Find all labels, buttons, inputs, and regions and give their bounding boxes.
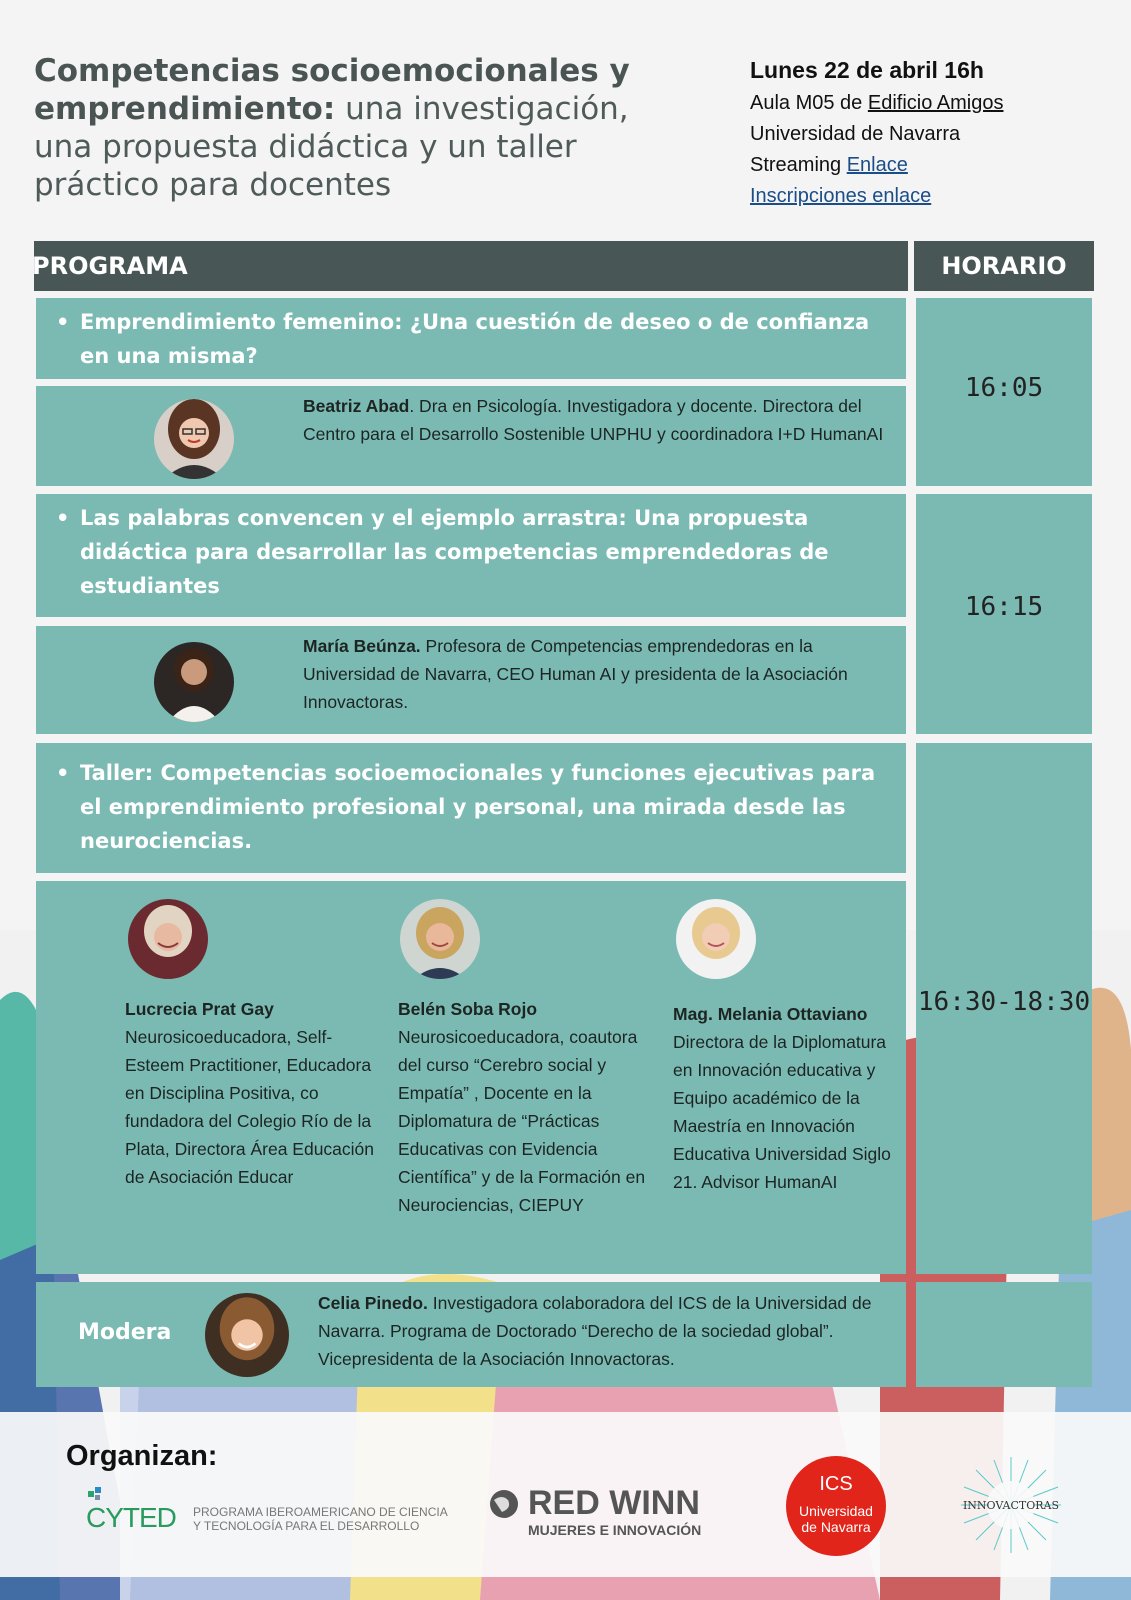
title-bold: Competencias socioemocionales y emprendimiento: bbox=[34, 53, 630, 127]
moderator-bio bbox=[318, 1289, 898, 1373]
cyted-name: CYTED bbox=[86, 1502, 176, 1533]
moderator-label: Modera bbox=[78, 1320, 172, 1345]
session-2-bio bbox=[303, 632, 893, 716]
workshop-speaker-1 bbox=[125, 995, 380, 1191]
moderator-row bbox=[36, 1282, 906, 1387]
avatar bbox=[154, 399, 234, 479]
session-1-bio bbox=[303, 392, 893, 448]
organizers-title: Organizan: bbox=[66, 1440, 218, 1472]
avatar bbox=[205, 1293, 289, 1377]
redwinn-name: RED WINN bbox=[528, 1484, 700, 1522]
innovactoras-name: INNOVACTORAS bbox=[962, 1499, 1060, 1512]
workshop-speaker-3 bbox=[673, 1000, 903, 1196]
programa-header-label: PROGRAMA bbox=[32, 252, 188, 280]
page-title bbox=[34, 52, 674, 204]
speaker-bio: Investigadora colaboradora del ICS de la Universidad de Navarra. Programa de Doctorado “Derecho de la sociedad global”. Vicepresidenta de la Asociación Innovactoras. bbox=[318, 1293, 872, 1369]
bullet-icon: • bbox=[56, 761, 70, 785]
session-2-time-cell bbox=[916, 494, 1092, 734]
session-2-time: 16:15 bbox=[964, 592, 1044, 622]
cyted-subtitle bbox=[193, 1505, 448, 1533]
speaker-bio: Neurosicoeducadora, coautora del curso “Cerebro social y Empatía” , Docente en la Diplomatura de “Prácticas Educativas con Evidencia Científica” y de la Formación en Neurociencias, CIEPUY bbox=[398, 1027, 646, 1215]
room-prefix: Aula M05 de bbox=[750, 92, 868, 114]
event-university: Universidad de Navarra bbox=[750, 123, 961, 145]
speaker-bio: Neurosicoeducadora, Self-Esteem Practitioner, Educadora en Disciplina Positiva, co fundadora del Colegio Río de la Plata, Directora Área Educación de Asociación Educar bbox=[125, 1027, 375, 1187]
event-date: Lunes 22 de abril 16h bbox=[750, 57, 984, 83]
session-2-topic bbox=[36, 494, 906, 617]
speaker-name: Lucrecia Prat Gay bbox=[125, 999, 274, 1019]
speaker-bio: . Dra en Psicología. Investigadora y docente. Directora del Centro para el Desarrollo Sostenible UNPHU y coordinadora I+D HumanAI bbox=[303, 396, 884, 444]
speaker-bio: Directora de la Diplomatura en Innovación educativa y Equipo académico de la Maestría en Innovación Educativa Universidad Siglo 21. Advisor HumanAI bbox=[673, 1032, 891, 1192]
event-info bbox=[750, 55, 1110, 212]
event-streaming bbox=[750, 150, 1110, 181]
speaker-bio: Profesora de Competencias emprendedoras en la Universidad de Navarra, CEO Human AI y presidenta de la Asociación Innovactoras. bbox=[303, 636, 848, 712]
session-3-speakers bbox=[36, 881, 906, 1274]
room-link[interactable]: Edificio Amigos bbox=[867, 92, 1004, 114]
session-1-speaker bbox=[36, 386, 906, 486]
avatar bbox=[400, 899, 480, 979]
speaker-name: Beatriz Abad bbox=[303, 396, 410, 416]
globe-icon bbox=[488, 1488, 520, 1520]
session-1-topic-text: Emprendimiento femenino: ¿Una cuestión de deseo o de confianza en una misma? bbox=[80, 310, 870, 368]
title-rest: una investigación, una propuesta didáctica y un taller práctico para docentes bbox=[34, 91, 629, 203]
speaker-name: María Beúnza. bbox=[303, 636, 421, 656]
session-3-time: 16:30-18:30 bbox=[917, 987, 1091, 1017]
avatar bbox=[676, 899, 756, 979]
session-1-time-cell bbox=[916, 298, 1092, 486]
session-2-speaker bbox=[36, 626, 906, 734]
avatar bbox=[128, 899, 208, 979]
ics-navarra: de Navarra bbox=[801, 1519, 871, 1535]
session-1-time: 16:05 bbox=[964, 373, 1044, 403]
ics-name: ICS bbox=[819, 1473, 853, 1495]
speaker-name: Belén Soba Rojo bbox=[398, 999, 538, 1019]
speaker-name: Celia Pinedo. bbox=[318, 1293, 428, 1313]
session-3-time-cell bbox=[916, 743, 1092, 1274]
session-3-topic bbox=[36, 743, 906, 873]
cyted-subtitle-1: PROGRAMA IBEROAMERICANO DE CIENCIA bbox=[193, 1505, 448, 1519]
innovactoras-logo bbox=[956, 1455, 1066, 1555]
ics-univ: Universidad bbox=[799, 1503, 873, 1519]
moderator-time-cell bbox=[916, 1282, 1092, 1387]
ics-logo bbox=[786, 1456, 886, 1556]
workshop-speaker-2 bbox=[398, 995, 648, 1219]
session-1-topic bbox=[36, 298, 906, 379]
bullet-icon: • bbox=[56, 310, 70, 334]
event-room bbox=[750, 88, 1110, 119]
streaming-prefix: Streaming bbox=[750, 154, 847, 176]
redwinn-subtitle: MUJERES E INNOVACIÓN bbox=[528, 1522, 702, 1538]
cyted-subtitle-2: Y TECNOLOGÍA PARA EL DESARROLLO bbox=[193, 1519, 420, 1533]
speaker-name: Mag. Melania Ottaviano bbox=[673, 1004, 868, 1024]
session-3-topic-text: Taller: Competencias socioemocionales y funciones ejecutivas para el emprendimiento profesional y personal, una mirada desde las neurociencias. bbox=[80, 761, 876, 853]
programa-header bbox=[34, 241, 908, 291]
bullet-icon: • bbox=[56, 506, 70, 530]
inscripciones-link[interactable]: Inscripciones enlace bbox=[750, 185, 932, 207]
streaming-link[interactable]: Enlace bbox=[846, 154, 908, 176]
avatar bbox=[154, 642, 234, 722]
horario-header: HORARIO bbox=[914, 241, 1094, 291]
session-2-topic-text: Las palabras convencen y el ejemplo arrastra: Una propuesta didáctica para desarrollar las competencias emprendedoras de estudiantes bbox=[80, 506, 829, 598]
